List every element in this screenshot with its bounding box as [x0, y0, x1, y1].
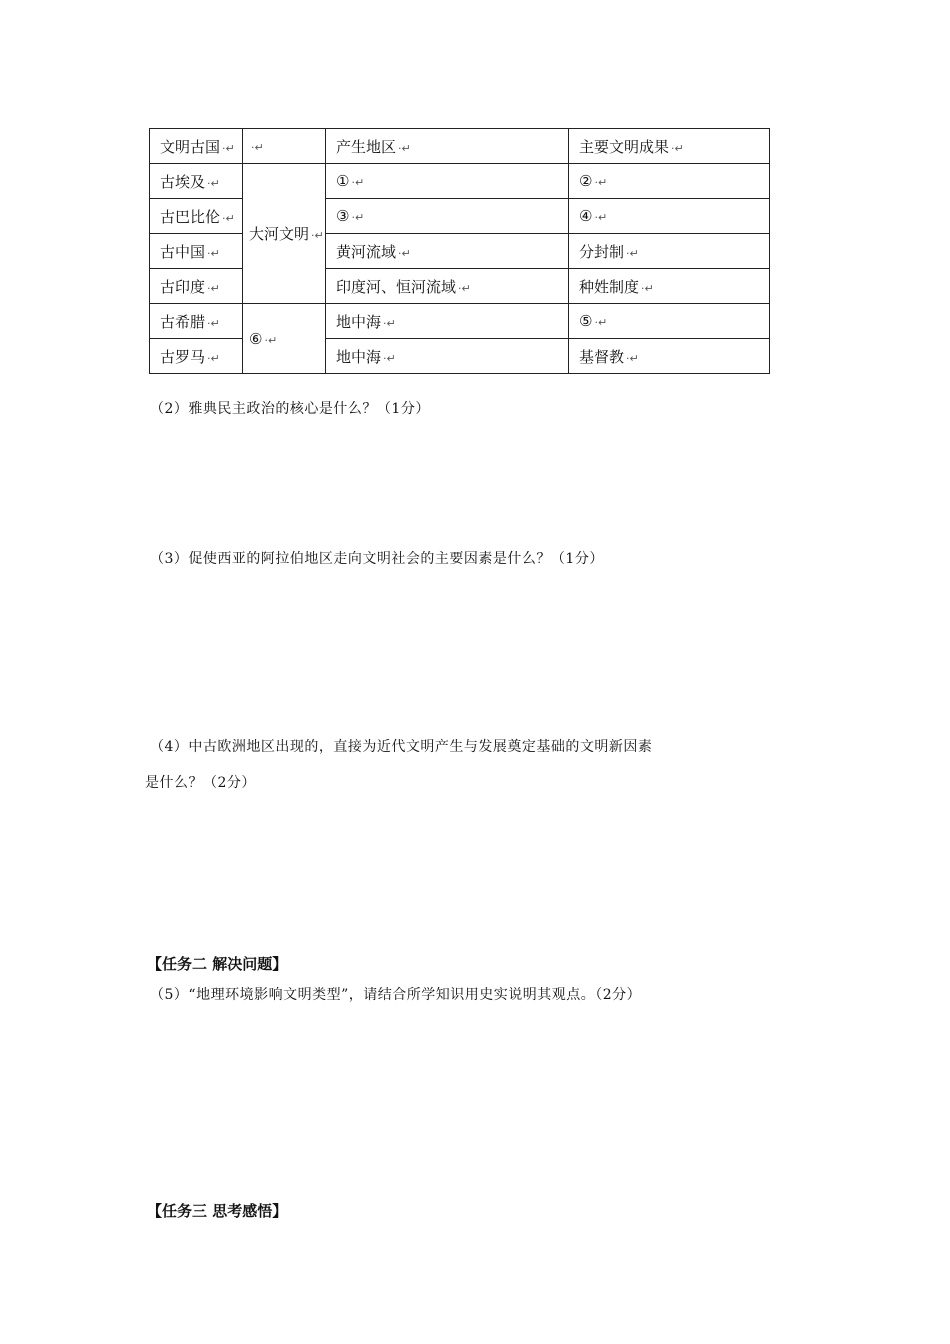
question-5: （5）“地理环境影响文明类型”，请结合所学知识用史实说明其观点。（2分） — [150, 987, 642, 1003]
cell-country: 古希腊 ·↵ — [150, 304, 243, 339]
cell-achievement: ② ·↵ — [569, 164, 770, 199]
header-achievement: 主要文明成果 ·↵ — [569, 129, 770, 164]
cell-country: 古巴比伦 ·↵ — [150, 199, 243, 234]
cell-achievement: ⑤ ·↵ — [569, 304, 770, 339]
question-2: （2）雅典民主政治的核心是什么？（1分） — [150, 401, 430, 417]
cell-achievement: 基督教 ·↵ — [569, 339, 770, 374]
civilization-table — [149, 128, 770, 374]
cell-achievement: 种姓制度 ·↵ — [569, 269, 770, 304]
question-3: （3）促使西亚的阿拉伯地区走向文明社会的主要因素是什么？（1分） — [150, 551, 604, 567]
cell-region: 黄河流域 ·↵ — [326, 234, 569, 269]
cell-achievement: 分封制 ·↵ — [569, 234, 770, 269]
header-country: 文明古国 ·↵ — [150, 129, 243, 164]
cell-group-sea: ⑥ ·↵ — [243, 304, 326, 374]
cell-region: 地中海 ·↵ — [326, 304, 569, 339]
cell-country: 古中国 ·↵ — [150, 234, 243, 269]
table-row — [150, 164, 770, 199]
cell-region: ③ ·↵ — [326, 199, 569, 234]
header-type: ·↵ — [243, 129, 326, 164]
question-4-line2: 是什么？（2分） — [145, 775, 256, 791]
cell-country: 古埃及 ·↵ — [150, 164, 243, 199]
cell-region: ① ·↵ — [326, 164, 569, 199]
header-region: 产生地区 ·↵ — [326, 129, 569, 164]
cell-region: 地中海 ·↵ — [326, 339, 569, 374]
cell-country: 古罗马 ·↵ — [150, 339, 243, 374]
table-header-row — [150, 129, 770, 164]
task-three-heading: 【任务三 思考感悟】 — [147, 1202, 288, 1220]
task-two-heading: 【任务二 解决问题】 — [147, 955, 288, 973]
cell-region: 印度河、恒河流域 ·↵ — [326, 269, 569, 304]
cell-group-river: 大河文明 ·↵ — [243, 164, 326, 304]
cell-country: 古印度 ·↵ — [150, 269, 243, 304]
table-row — [150, 304, 770, 339]
question-4-line1: （4）中古欧洲地区出现的，直接为近代文明产生与发展奠定基础的文明新因素 — [150, 739, 653, 755]
cell-achievement: ④ ·↵ — [569, 199, 770, 234]
